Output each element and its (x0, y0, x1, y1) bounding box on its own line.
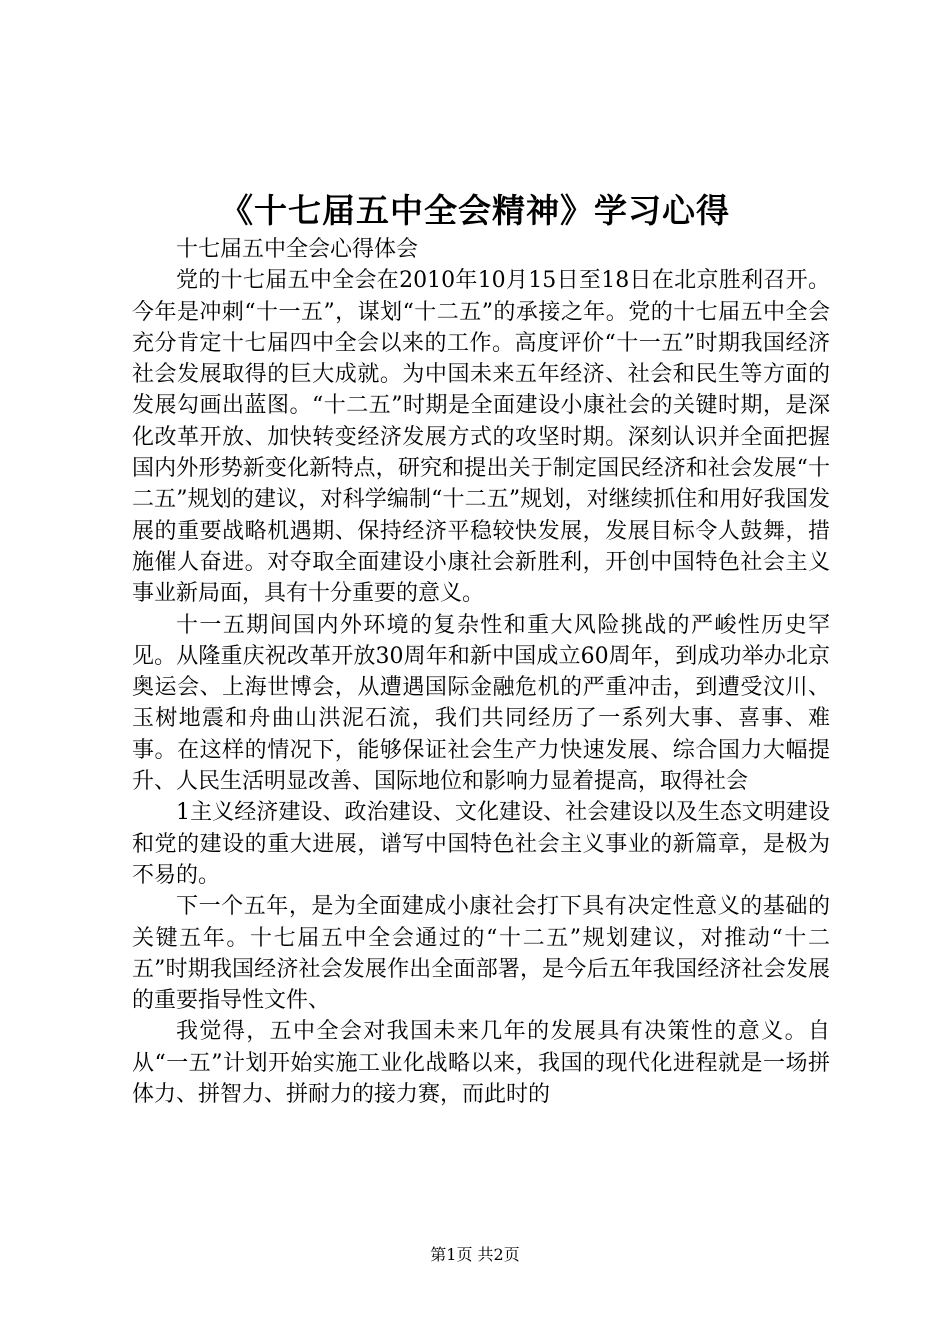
paragraph-subtitle: 十七届五中全会心得体会 (176, 237, 419, 262)
paragraph: 1主义经济建设、政治建设、文化建设、社会建设以及生态文明建设和党的建设的重大进展，谱写中国特色社会主义事业的新篇章，是极为不易的。 (132, 800, 830, 888)
page-footer (0, 1243, 950, 1267)
paragraph: 我觉得，五中全会对我国未来几年的发展具有决策性的意义。自从“一五”计划开始实施工业化战略以来，我国的现代化进程就是一场拼体力、拼智力、拼耐力的接力赛，而此时的 (132, 1019, 830, 1108)
paragraph: 下一个五年，是为全面建成小康社会打下具有决定性意义的基础的关键五年。十七届五中全会通过的“十二五”规划建议，对推动“十二五”时期我国经济社会发展作出全面部署，是今后五年我国经济社会发展的重要指导性文件、 (132, 894, 830, 1014)
document-title: 《十七届五中全会精神》学习心得 (220, 191, 730, 230)
paragraph: 党的十七届五中全会在2010年10月15日至18日在北京胜利召开。今年是冲刺“十一五”，谋划“十二五”的承接之年。党的十七届五中全会充分肯定十七届四中全会以来的工作。高度评价“十一五”时期我国经济社会发展取得的巨大成就。为中国未来五年经济、社会和民生等方面的发展勾画出蓝图。“十二五”时期是全面建设小康社会的关键时期，是深化改革开放、加快转变经济发展方式的攻坚时期。深刻认识并全面把握国内外形势新变化新特点，研究和提出关于制定国民经济和社会发展“十二五”规划的建议，对科学编制“十二五”规划，对继续抓住和用好我国发展的重要战略机遇期、保持经济平稳较快发展，发展目标令人鼓舞，措施催人奋进。对夺取全面建设小康社会新胜利，开创中国特色社会主义事业新局面，具有十分重要的意义。 (132, 268, 830, 607)
paragraph: 十一五期间国内外环境的复杂性和重大风险挑战的严峻性历史罕见。从隆重庆祝改革开放30周年和新中国成立60周年，到成功举办北京奥运会、上海世博会，从遭遇国际金融危机的严重冲击，到遭受汶川、玉树地震和舟曲山洪泥石流，我们共同经历了一系列大事、喜事、难事。在这样的情况下，能够保证社会生产力快速发展、综合国力大幅提升、人民生活明显改善、国际地位和影响力显着提高，取得社会 (132, 612, 830, 795)
page-indicator: 第1页 共2页 (430, 1245, 520, 1264)
document-body (132, 234, 830, 1110)
